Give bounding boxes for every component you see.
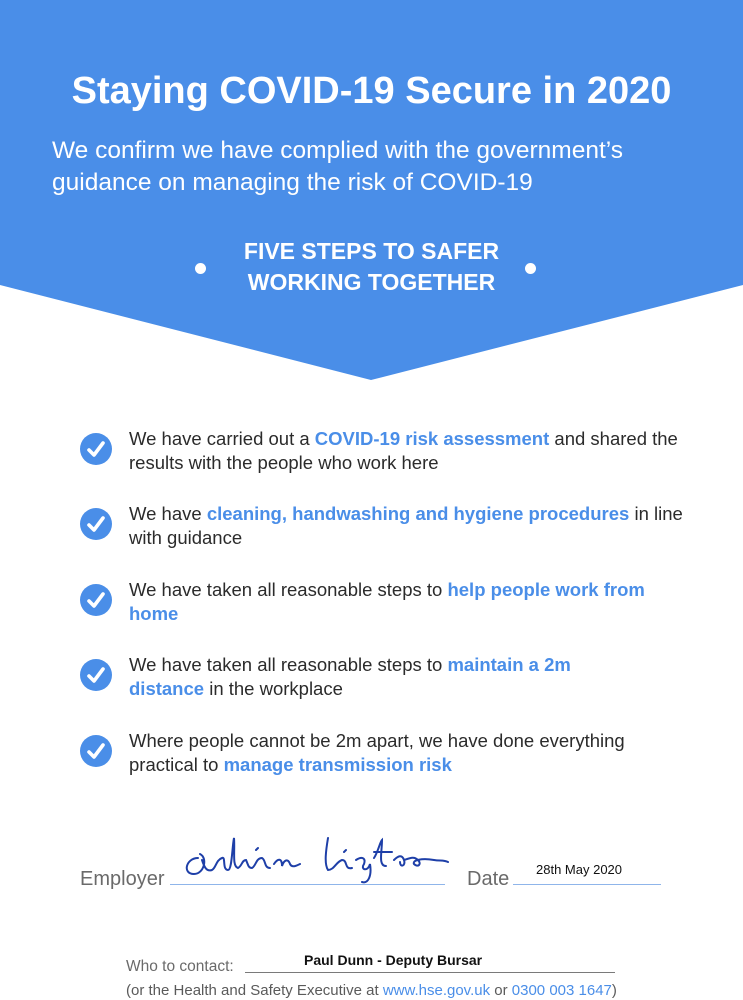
contact-section: [0, 940, 743, 1000]
employer-label: Employer: [80, 868, 165, 890]
checkmark-icon: [80, 508, 112, 540]
header-banner: [0, 0, 743, 380]
contact-name: Paul Dunn - Deputy Bursar: [304, 952, 483, 968]
steps-heading: [190, 236, 553, 298]
contact-label: Who to contact:: [126, 958, 234, 975]
date-label: Date: [467, 868, 510, 890]
date-value: 28th May 2020: [536, 862, 623, 877]
hse-phone-link[interactable]: 0300 003 1647: [511, 982, 612, 999]
checkmark-icon: [80, 659, 112, 691]
checkmark-icon: [80, 433, 112, 465]
subtitle: We confirm we have complied with the government’s guidance on managing the risk of COVID-19: [52, 137, 624, 196]
checklist-text: We have carried out a COVID-19 risk assessment and shared the results with the people who work here: [129, 428, 678, 473]
signature-row: [0, 820, 743, 890]
contact-line: [245, 972, 615, 973]
checkmark-icon: [80, 584, 112, 616]
steps-heading-line2: WORKING TOGETHER: [247, 269, 496, 295]
checkmark-icon: [80, 735, 112, 767]
page-title: Staying COVID-19 Secure in 2020: [71, 70, 672, 112]
checklist-text: Where people cannot be 2m apart, we have done everything practical to manage transmission risk: [129, 730, 625, 775]
date-line: [513, 884, 661, 885]
employer-signature: [178, 830, 458, 885]
contact-note: (or the Health and Safety Executive at www.hse.gov.uk or 0300 003 1647): [126, 982, 617, 999]
checklist-text: We have taken all reasonable steps to maintain a 2m distance in the workplace: [129, 654, 571, 699]
hse-website-link[interactable]: www.hse.gov.uk: [382, 982, 491, 999]
steps-heading-line1: FIVE STEPS TO SAFER: [243, 238, 500, 264]
checklist-text: We have cleaning, handwashing and hygiene procedures in line with guidance: [129, 503, 683, 548]
checklist-text: We have taken all reasonable steps to help people work from home: [129, 579, 645, 624]
